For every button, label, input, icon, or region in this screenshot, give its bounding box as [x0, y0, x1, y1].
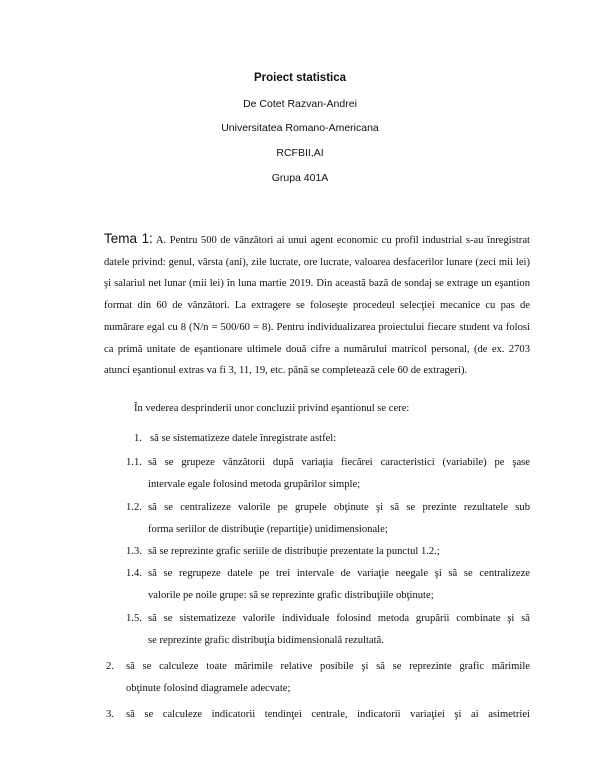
item-3-line-1: să se calculeze indicatorii tendinţei centrale, indicatorii variaţiei şi ai asimetriei [126, 709, 530, 720]
subitem-1-3-number: 1.3. [126, 546, 142, 557]
subitem-1-2-number: 1.2. [126, 502, 142, 513]
group-name: Grupa 401A [271, 172, 329, 184]
subitem-1-5-line-1: să se sistematizeze valorile individuale folosind metoda grupării combinate şi să [148, 613, 530, 624]
subitem-1-2-line-2: forma seriilor de distribuţie (repartiţie) unidimensionale; [148, 524, 388, 535]
tema-label: Tema 1: [104, 231, 153, 246]
subitem-1-1-number: 1.1. [126, 457, 142, 468]
document-title: Proiect statistica [253, 72, 347, 84]
subitem-1-4-line-2: valorile pe noile grupe: să se reprezinte grafic distribuţiile obţinute; [148, 590, 434, 601]
subitem-1-2-line-1: să se centralizeze valorile pe grupele obţinute şi să se prezinte rezultatele sub [148, 502, 530, 513]
subitem-1-5-line-2: se reprezinte grafic distribuţia bidimensională rezultată. [148, 635, 384, 646]
lead-sentence: În vederea desprinderii unor concluzii privind eşantionul se cere: [134, 403, 410, 414]
item-2-number: 2. [106, 661, 114, 672]
subitem-1-1-line-2: intervale egale folosind metoda grupărilor simple; [148, 479, 361, 490]
subitem-1-4-number: 1.4. [126, 568, 142, 579]
author-name: De Cotet Razvan-Andrei [243, 98, 357, 110]
item-3-number: 3. [106, 709, 114, 720]
university-name: Universitatea Romano-Americana [221, 122, 379, 134]
item-1-text: să se sistematizeze datele înregistrate astfel: [150, 433, 337, 444]
intro-text: A. Pentru 500 de vânzători ai unui agent economic cu profil industrial s-au înregistrat datele privind: genul, vârsta (ani), zile lucrate, ore lucrate, valoarea desfacerilor lunare (zeci mii lei) şi salariul net lunar (mii lei) în luna martie 2019. Din această bază de sondaj se extrage un eşantion format din 60 de vânzători. La extragere se foloseşte procedeul selecţiei mecanice cu pas de numărare egal cu 8 (N/n = 500/60 = 8). Pentru individualizarea proiectului fiecare student va folosi ca primă unitate de eşantionare ultimele două cifre a numărului matricol personal, (de ex. 2703 atunci eşantionul extras va fi 3, 11, 19, etc. până se completează cele 60 de extrageri). [104, 235, 530, 377]
item-2-line-1: să se calculeze toate mărimile relative posibile şi să se reprezinte grafic mărimile [126, 661, 530, 672]
item-2-line-2: obţinute folosind diagramele adecvate; [126, 683, 291, 694]
subitem-1-4-line-1: să se regrupeze datele pe trei intervale de variaţie neegale şi să se centralizeze [148, 568, 530, 579]
subitem-1-1-line-1: să se grupeze vânzătorii după variaţia fiecărei caracteristici (variabile) pe şase [148, 457, 530, 468]
intro-paragraph [104, 228, 530, 382]
program-name: RCFBII,AI [276, 147, 324, 159]
subitem-1-3-line-1: să se reprezinte grafic seriile de distribuţie prezentate la punctul 1.2.; [148, 546, 440, 557]
item-1-number: 1. [134, 433, 142, 444]
subitem-1-5-number: 1.5. [126, 613, 142, 624]
